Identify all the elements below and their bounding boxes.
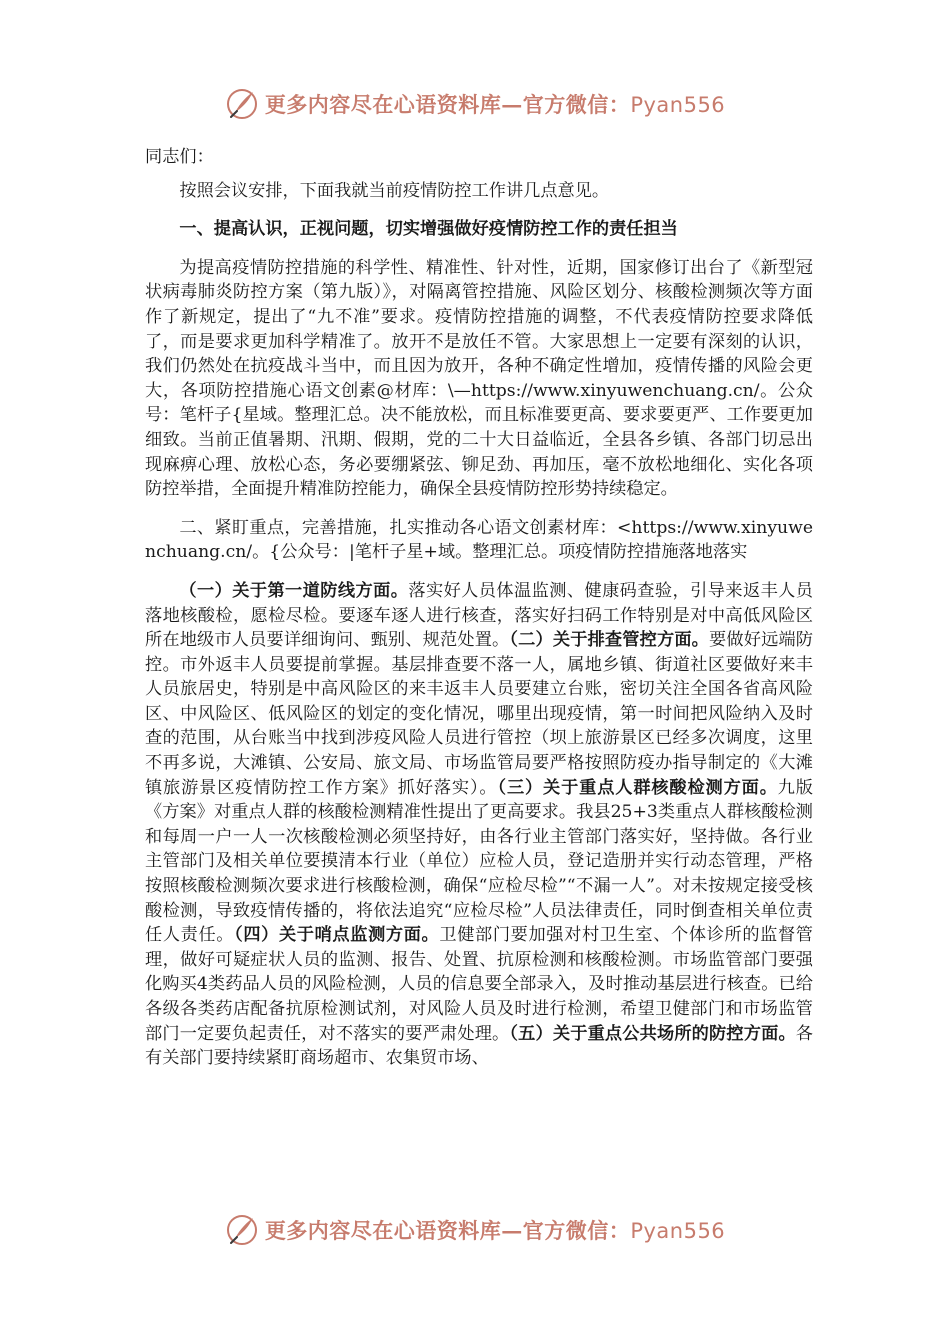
subsection-text-3: 九版《方案》对重点人群的核酸检测精准性提出了更高要求。我县25+3类重点人群核酸检测和每周一户一人一次核酸检测必须坚持好，由各行业主管部门落实好，坚持做。各行业主管部门及相关单位要摸清本行业（单位）应检人员，登记造册并实行动态管理，严格按照核酸检测频次要求进行核酸检测，确保“应检尽检”“不漏一人”。对未按规定接受核酸检测，导致疫情传播的，将依法追究“应检尽检”人员法律责任，同时倒查相关单位责任人责任。 (145, 777, 813, 946)
subsection-text-5: 各有关部门要持续紧盯商场超市、农集贸市场、 (145, 1023, 813, 1069)
section-heading-1: 一、提高认识，正视问题，切实增强做好疫情防控工作的责任担当 (179, 219, 678, 240)
quill-logo-icon (225, 1213, 259, 1247)
section-heading-2: 二、紧盯重点，完善措施，扎实推动各心语文创素材库：<https://www.xinyuwenchuang.cn/。{公众号：|笔杆子星+域。整理汇总。项疫情防控措施落地落实 (145, 517, 813, 563)
watermark-banner-top (0, 82, 950, 126)
watermark-text: 更多内容尽在心语资料库—官方微信：Pyan556 (264, 92, 726, 117)
wechat-id: Pyan556 (630, 1219, 726, 1243)
watermark-text: 更多内容尽在心语资料库—官方微信：Pyan556 (264, 1218, 726, 1243)
salutation: 同志们： (145, 147, 214, 167)
quill-logo-icon (225, 87, 259, 121)
document-body (145, 145, 813, 1071)
subsection-title-5: （五）关于重点公共场所的防控方面。 (509, 1023, 796, 1044)
subsection-text-4: 卫健部门要加强对村卫生室、个体诊所的监督管理，做好可疑症状人员的监测、报告、处置、抗原检测和核酸检测。市场监管部门要强化购买4类药品人员的风险检测，人员的信息要全部录入，及时推动基层进行核查。已给各级各类药店配备抗原检测试剂，对风险人员及时进行检测，希望卫健部门和市场监管部门一定要负起责任，对不落实的要严肃处理。 (145, 925, 813, 1044)
subsection-title-4: （四）关于哨点监测方面。 (234, 925, 440, 946)
wechat-id: Pyan556 (630, 93, 726, 117)
subsection-title-3: （三）关于重点人群核酸检测方面。 (497, 777, 778, 798)
subsection-title-2: （二）关于排查管控方面。 (509, 630, 710, 651)
intro-paragraph: 按照会议安排，下面我就当前疫情防控工作讲几点意见。 (179, 180, 610, 201)
paragraph-measures (145, 579, 813, 1071)
watermark-banner-bottom (0, 1208, 950, 1252)
subsection-text-2: 要做好远端防控。市外返丰人员要提前掌握。基层排查要不落一人，属地乡镇、街道社区要做好来丰人员旅居史，特别是中高风险区的来丰返丰人员要建立台账，密切关注全国各省高风险区、中风险区、低风险区的划定的变化情况，哪里出现疫情，第一时间把风险纳入及时查的范围，从台账当中找到涉疫风险人员进行管控（坝上旅游景区已经多次调度，这里不再多说，大滩镇、公安局、旅文局、市场监管局要严格按照防疫办指导制定的《大滩镇旅游景区疫情防控工作方案》抓好落实）。 (145, 630, 813, 798)
paragraph-1: 为提高疫情防控措施的科学性、精准性、针对性，近期，国家修订出台了《新型冠状病毒肺炎防控方案（第九版）》，对隔离管控措施、风险区划分、核酸检测频次等方面作了新规定，提出了“九不准”要求。疫情防控措施的调整，不代表疫情防控要求降低了，而是要求更加科学精准了。放开不是放任不管。大家思想上一定要有深刻的认识，我们仍然处在抗疫战斗当中，而且因为放开，各种不确定性增加，疫情传播的风险会更大，各项防控措施心语文创素@材库：\—https://www.xinyuwenchuang.cn/。公众号：笔杆子{星域。整理汇总。决不能放松，而且标准要更高、要求要更严、工作要更加细致。当前正值暑期、汛期、假期，党的二十大日益临近，全县各乡镇、各部门切忌出现麻痹心理、放松心态，务必要绷紧弦、铆足劲、再加压，毫不放松地细化、实化各项防控举措，全面提升精准防控能力，确保全县疫情防控形势持续稳定。 (145, 257, 813, 500)
subsection-title-1: （一）关于第一道防线方面。 (179, 580, 409, 601)
subsection-text-1: 落实好人员体温监测、健康码查验，引导来返丰人员落地核酸检，愿检尽检。要逐车逐人进行核查，落实好扫码工作特别是对中高低风险区所在地级市人员要详细询问、甄别、规范处置。 (145, 580, 813, 651)
